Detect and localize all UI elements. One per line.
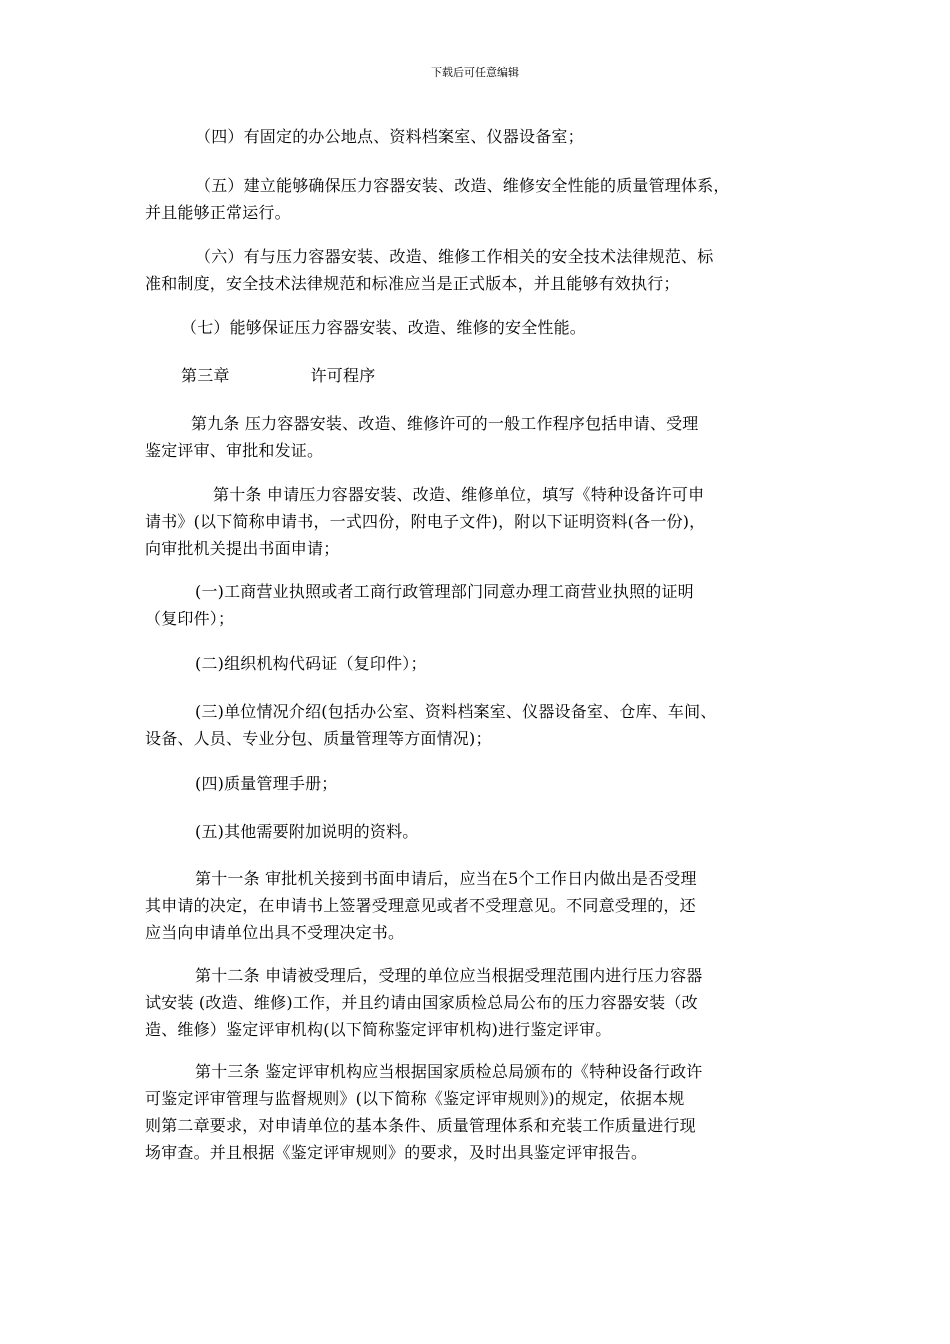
- paragraph-article-10: [145, 481, 810, 562]
- text-line: 则第二章要求，对申请单位的基本条件、质量管理体系和充装工作质量进行现: [145, 1116, 696, 1135]
- paragraph-article-11: [145, 865, 810, 946]
- text-line: 设备、人员、专业分包、质量管理等方面情况)；: [145, 729, 492, 748]
- text-line: (四)质量管理手册；: [195, 774, 338, 793]
- paragraph-clause-5: [145, 172, 810, 226]
- text-line: 场审查。并且根据《鉴定评审规则》的要求，及时出具鉴定评审报告。: [145, 1143, 648, 1162]
- paragraph-item-2: [195, 650, 860, 677]
- text-line: 准和制度，安全技术法律规范和标准应当是正式版本，并且能够有效执行；: [145, 274, 680, 293]
- text-line: 应当向申请单位出具不受理决定书。: [145, 923, 405, 942]
- paragraph-clause-6: [145, 243, 810, 297]
- paragraph-item-3: [145, 698, 810, 752]
- text-line: 请书》(以下简称申请书，一式四份，附电子文件)，附以下证明资料(各一份)，: [145, 512, 706, 531]
- text-line: 第十三条 鉴定评审机构应当根据国家质检总局颁布的《特种设备行政许: [195, 1062, 703, 1081]
- text-line: (五)其他需要附加说明的资料。: [195, 822, 419, 841]
- text-line: 试安装 (改造、维修)工作，并且约请由国家质检总局公布的压力容器安装（改: [145, 993, 698, 1012]
- text-line: (三)单位情况介绍(包括办公室、资料档案室、仪器设备室、仓库、车间、: [195, 702, 717, 721]
- chapter-heading: [181, 362, 846, 389]
- paragraph-item-4: [195, 770, 860, 797]
- paragraph-clause-4: [195, 123, 860, 150]
- text-line: （七）能够保证压力容器安装、改造、维修的安全性能。: [181, 318, 587, 337]
- text-line: （复印件）；: [145, 609, 235, 628]
- text-line: (二)组织机构代码证（复印件）；: [195, 654, 427, 673]
- text-line: 可鉴定评审管理与监督规则》(以下简称《鉴定评审规则》)的规定，依据本规: [145, 1089, 685, 1108]
- text-line: （五）建立能够确保压力容器安装、改造、维修安全性能的质量管理体系，: [195, 176, 730, 195]
- text-line: 造、维修）鉴定评审机构(以下简称鉴定评审机构)进行鉴定评审。: [145, 1020, 612, 1039]
- paragraph-article-12: [145, 962, 810, 1043]
- paragraph-item-5: [195, 818, 860, 845]
- text-line: 其申请的决定，在申请书上签署受理意见或者不受理意见。不同意受理的，还: [145, 896, 696, 915]
- text-line: 第十条 申请压力容器安装、改造、维修单位，填写《特种设备许可申: [213, 485, 705, 504]
- paragraph-item-1: [145, 578, 810, 632]
- paragraph-article-9: [145, 410, 810, 464]
- page-header: 下载后可任意编辑: [431, 66, 519, 79]
- paragraph-clause-7: [181, 314, 846, 341]
- text-line: 并且能够正常运行。: [145, 203, 291, 222]
- text-line: 向审批机关提出书面申请；: [145, 539, 340, 558]
- text-line: 鉴定评审、审批和发证。: [145, 441, 324, 460]
- text-line: 第九条 压力容器安装、改造、维修许可的一般工作程序包括申请、受理: [191, 414, 699, 433]
- text-line: （六）有与压力容器安装、改造、维修工作相关的安全技术法律规范、标: [195, 247, 714, 266]
- text-line: 第十二条 申请被受理后，受理的单位应当根据受理范围内进行压力容器: [195, 966, 703, 985]
- text-line: 第三章 许可程序: [181, 366, 376, 385]
- text-line: 第十一条 审批机关接到书面申请后，应当在5个工作日内做出是否受理: [195, 869, 697, 888]
- text-line: （四）有固定的办公地点、资料档案室、仪器设备室；: [195, 127, 584, 146]
- paragraph-article-13: [145, 1058, 810, 1166]
- text-line: (一)工商营业执照或者工商行政管理部门同意办理工商营业执照的证明: [195, 582, 694, 601]
